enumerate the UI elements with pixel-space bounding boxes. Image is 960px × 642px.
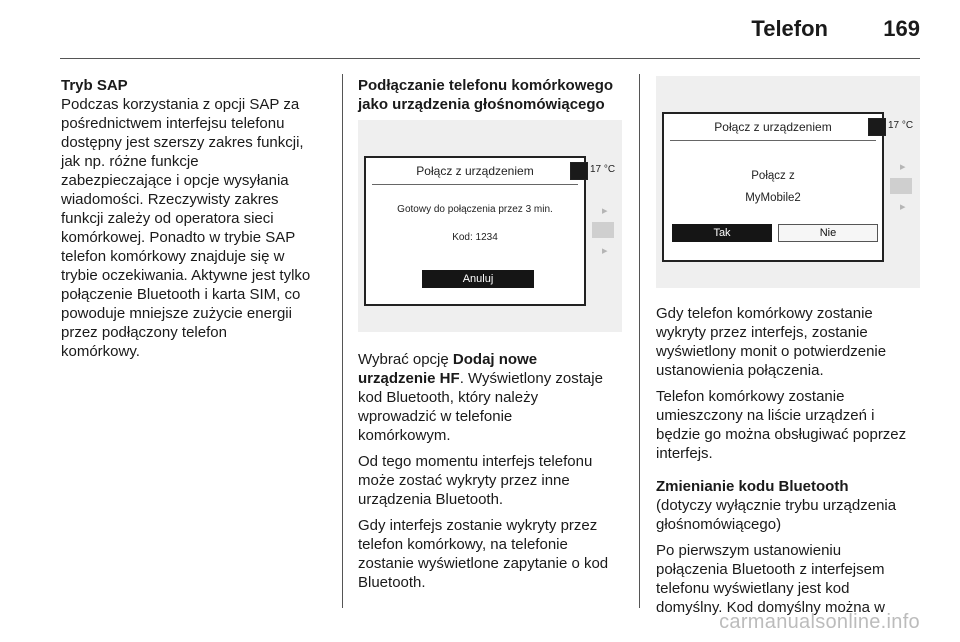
paragraph-line: umieszczony na liście urządzeń i xyxy=(656,407,875,424)
screen-message: Połącz z xyxy=(751,170,795,182)
no-button[interactable]: Nie xyxy=(778,224,878,242)
paragraph-line: komórkowym. xyxy=(358,427,451,444)
paragraph-line: Po pierwszym ustanowieniu xyxy=(656,542,842,559)
section-heading-connect-line2: jako urządzenia głośnomówiącego xyxy=(358,96,605,113)
temperature-readout: 17 °C xyxy=(590,164,616,175)
paragraph-line: dostępny jest szerszy zakres funkcji, xyxy=(61,134,304,151)
paragraph-line: Gdy interfejs zostanie wykryty przez xyxy=(358,517,598,534)
paragraph-line: zostanie wyświetlone zapytanie o kod xyxy=(358,555,609,572)
paragraph-line: interfejs. xyxy=(656,445,713,462)
paragraph-line: głośnomówiącego) xyxy=(656,516,782,533)
paragraph-line: pośrednictwem interfejsu telefonu xyxy=(61,115,285,132)
screen-title-divider xyxy=(372,184,578,185)
paragraph-line: domyślny. Kod domyślny można w xyxy=(656,599,885,616)
paragraph-line: wiadomości. Rzeczywisty zakres xyxy=(61,191,279,208)
section-heading-connect: Podłączanie telefonu komórkowego xyxy=(358,77,614,94)
paragraph-line: ustanowienia połączenia. xyxy=(656,362,824,379)
paragraph-line: jak np. różne funkcje xyxy=(61,153,199,170)
screen-title: Połącz z urządzeniem xyxy=(714,120,832,134)
inline-text: . Wyświetlony zostaje xyxy=(459,370,603,387)
paragraph-line: urządzenia Bluetooth. xyxy=(358,491,504,508)
paragraph-line: kod Bluetooth, który należy xyxy=(358,389,539,406)
column-divider-1 xyxy=(342,74,343,608)
paragraph-line: (dotyczy wyłącznie trybu urządzenia xyxy=(656,497,897,514)
screen-illustration-1 xyxy=(358,120,622,332)
column-2-heading xyxy=(358,76,630,114)
chevron-right-icon: ▸ xyxy=(602,245,608,257)
yes-button[interactable]: Tak xyxy=(672,224,772,242)
paragraph-line: telefon komórkowy znajduje się w xyxy=(61,248,285,265)
menu-option-ref: urządzenie HF xyxy=(358,370,460,387)
paragraph-line: funkcji zależy od operatora sieci xyxy=(61,210,274,227)
paragraph-line: połączenia Bluetooth z interfejsem xyxy=(656,561,885,578)
paragraph-line: komórkowej. Ponadto w trybie SAP xyxy=(61,229,296,246)
screen-title: Połącz z urządzeniem xyxy=(416,164,534,178)
phone-icon xyxy=(868,118,886,136)
phone-icon xyxy=(570,162,588,180)
screen-message: Gotowy do połączenia przez 3 min. xyxy=(397,204,553,215)
page-number: 169 xyxy=(883,16,920,41)
cancel-button[interactable]: Anuluj xyxy=(422,270,534,288)
paragraph-line: połączenie Bluetooth i karta SIM, co xyxy=(61,286,301,303)
section-heading-bluetooth-code: Zmienianie kodu Bluetooth xyxy=(656,478,849,495)
menu-option-ref: Dodaj nowe xyxy=(452,351,538,368)
paragraph-line: Telefon komórkowy zostanie xyxy=(656,388,845,405)
paragraph-line: będzie go można obsługiwać poprzez xyxy=(656,426,907,443)
chevron-right-icon: ▸ xyxy=(900,201,906,213)
paragraph-line: telefonu wyświetlany jest kod xyxy=(656,580,850,597)
paragraph-line: przez podłączony telefon xyxy=(61,324,227,341)
paragraph-line: Podczas korzystania z opcji SAP za xyxy=(61,96,300,113)
screen-illustration-2 xyxy=(656,76,920,288)
chevron-right-icon: ▸ xyxy=(900,161,906,173)
paragraph-line: telefon komórkowy, na telefonie xyxy=(358,536,568,553)
device-name: MyMobile2 xyxy=(745,192,801,204)
paragraph-line: powoduje mniejsze zużycie energii xyxy=(61,305,292,322)
temperature-readout: 17 °C xyxy=(888,120,914,131)
paragraph-line xyxy=(358,350,634,369)
paragraph-line: wprowadzić w telefonie xyxy=(358,408,513,425)
paragraph-line: wykryty przez interfejs, zostanie xyxy=(656,324,868,341)
column-3-body xyxy=(656,304,928,617)
display-frame xyxy=(662,112,884,262)
chevron-right-icon: ▸ xyxy=(602,205,608,217)
paragraph-line xyxy=(358,369,634,388)
watermark: carmanualsonline.info xyxy=(719,611,920,633)
paragraph-line: Od tego momentu interfejs telefonu xyxy=(358,453,593,470)
screen-title-divider xyxy=(670,140,876,141)
paragraph-line: zabezpieczające i opcje wysyłania xyxy=(61,172,289,189)
inline-text: Wybrać opcję xyxy=(358,351,453,368)
paragraph-line: trybie oczekiwania. Aktywne jest tylko xyxy=(61,267,311,284)
header-divider xyxy=(60,58,920,59)
section-heading-sap: Tryb SAP xyxy=(61,77,128,94)
page-header-title: Telefon xyxy=(751,16,828,41)
scroll-indicator xyxy=(592,222,614,238)
paragraph-line: komórkowy. xyxy=(61,343,140,360)
screen-code: Kod: 1234 xyxy=(452,232,498,243)
column-divider-2 xyxy=(639,74,640,608)
paragraph-line: Bluetooth. xyxy=(358,574,426,591)
display-frame xyxy=(364,156,586,306)
paragraph-line: wyświetlony monit o potwierdzenie xyxy=(656,343,887,360)
column-1 xyxy=(61,76,333,361)
column-2-body xyxy=(358,350,634,592)
paragraph-line: może zostać wykryty przez inne xyxy=(358,472,570,489)
paragraph-line: Gdy telefon komórkowy zostanie xyxy=(656,305,873,322)
scroll-indicator xyxy=(890,178,912,194)
